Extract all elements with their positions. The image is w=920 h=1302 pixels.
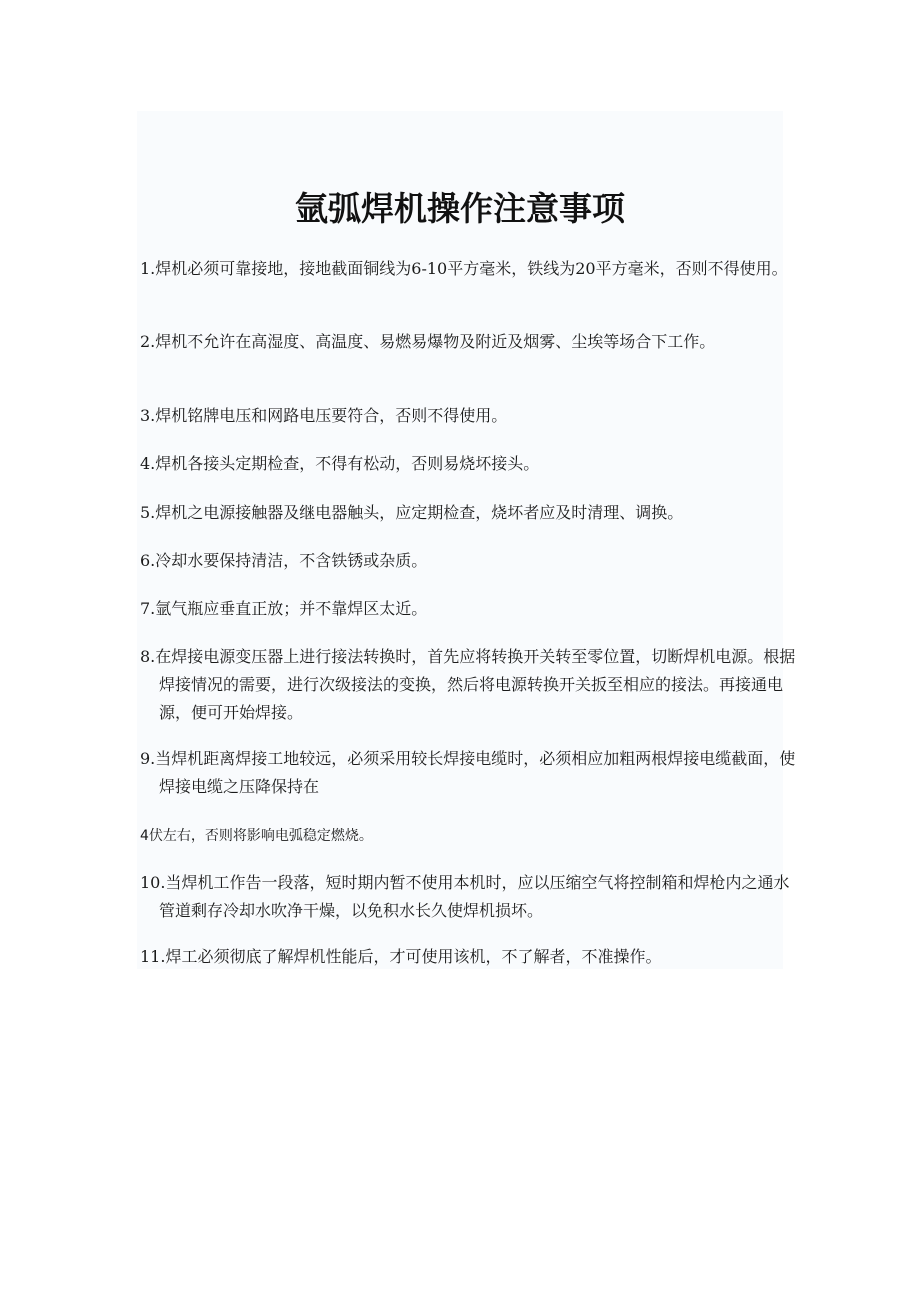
list-item-3: 3.焊机铭牌电压和网路电压要符合，否则不得使用。 [140, 406, 508, 425]
list-item-8: 8.在焊接电源变压器上进行接法转换时，首先应将转换开关转至零位置，切断焊机电源。根据焊接情况的需要，进行次级接法的变换，然后将电源转换开关扳至相应的接法。再接通电源，便可开始焊接。 [140, 647, 796, 722]
list-item-11: 11.焊工必须彻底了解焊机性能后，才可使用该机，不了解者，不准操作。 [140, 947, 662, 966]
list-item-4: 4.焊机各接头定期检查，不得有松动，否则易烧坏接头。 [140, 454, 540, 473]
document-title: 氩弧焊机操作注意事项 [295, 189, 625, 228]
list-item-9-continuation: 4伏左右，否则将影响电弧稳定燃烧。 [140, 828, 373, 844]
list-item-2: 2.焊机不允许在高湿度、高温度、易燃易爆物及附近及烟雾、尘埃等场合下工作。 [140, 332, 716, 351]
list-item-10: 10.当焊机工作告一段落，短时期内暂不使用本机时，应以压缩空气将控制箱和焊枪内之通水管道剩存冷却水吹净干燥，以免积水长久使焊机损坏。 [140, 873, 790, 920]
list-item-5: 5.焊机之电源接触器及继电器触头，应定期检查，烧坏者应及时清理、调换。 [140, 503, 684, 522]
list-item-1: 1.焊机必须可靠接地，接地截面铜线为6-10平方毫米，铁线为20平方毫米，否则不得使用。 [140, 259, 788, 278]
list-item-6: 6.冷却水要保持清洁，不含铁锈或杂质。 [140, 551, 428, 570]
list-item-9: 9.当焊机距离焊接工地较远，必须采用较长焊接电缆时，必须相应加粗两根焊接电缆截面，使焊接电缆之压降保持在 [140, 749, 796, 796]
list-item-7: 7.氩气瓶应垂直正放；并不靠焊区太近。 [140, 599, 428, 618]
